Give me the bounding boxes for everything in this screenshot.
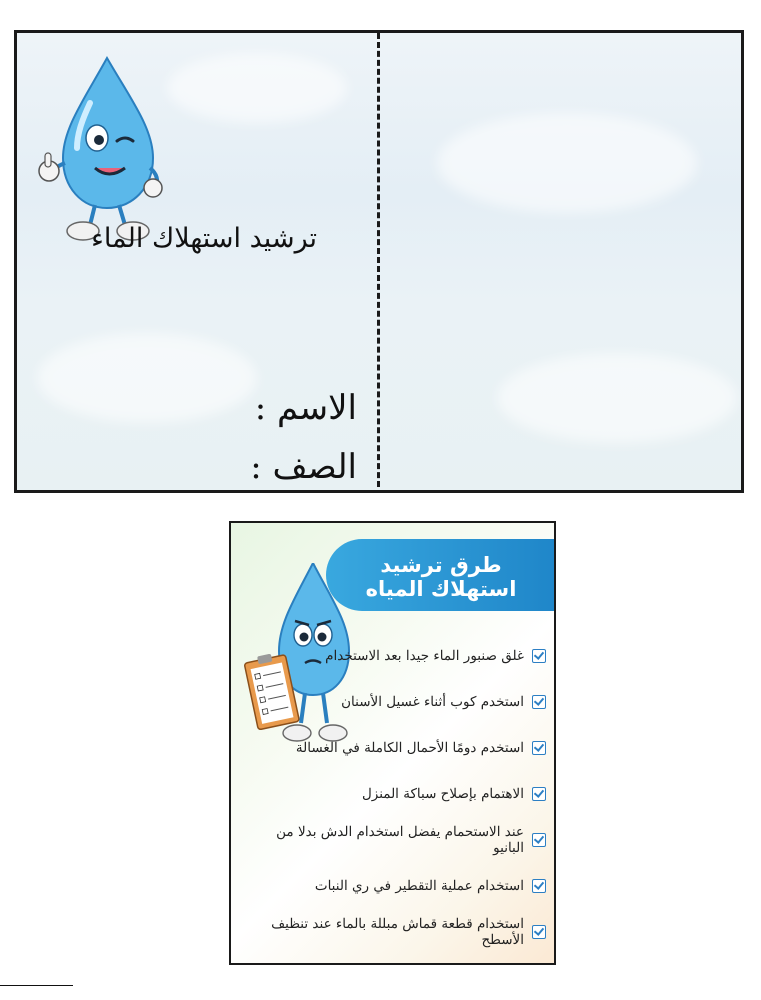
checkbox-icon xyxy=(532,695,546,709)
tip-text: الاهتمام بإصلاح سباكة المنزل xyxy=(361,786,524,802)
cloud xyxy=(497,353,737,443)
cloud xyxy=(167,53,347,123)
poster-title: طرق ترشيد استهلاك المياه xyxy=(365,553,517,601)
tips-poster xyxy=(229,521,556,965)
list-item xyxy=(246,817,546,863)
list-item xyxy=(246,771,546,817)
name-label: الاسم : xyxy=(254,388,357,428)
class-label: الصف : xyxy=(250,447,357,487)
checkbox-icon xyxy=(532,879,546,893)
checkbox-icon xyxy=(532,787,546,801)
cover-card xyxy=(14,30,744,493)
tip-text: استخدم كوب أثناء غسيل الأسنان xyxy=(341,694,524,710)
list-item xyxy=(246,725,546,771)
list-item xyxy=(246,863,546,909)
list-item xyxy=(246,679,546,725)
fold-line xyxy=(377,33,380,493)
cover-title: ترشيد استهلاك الماء xyxy=(91,223,317,254)
cloud xyxy=(437,113,697,213)
tips-list xyxy=(246,633,546,955)
footnote-rule xyxy=(0,985,73,986)
tip-text: استخدم دومًا الأحمال الكاملة في الغسالة xyxy=(295,740,524,756)
list-item xyxy=(246,633,546,679)
checkbox-icon xyxy=(532,741,546,755)
checkbox-icon xyxy=(532,833,546,847)
checkbox-icon xyxy=(532,649,546,663)
tip-text: عند الاستحمام يفضل استخدام الدش بدلا من البانيو xyxy=(276,824,524,856)
poster-banner xyxy=(326,539,556,611)
checkbox-icon xyxy=(532,925,546,939)
tip-text: استخدام عملية التقطير في ري النبات xyxy=(314,878,524,894)
list-item xyxy=(246,909,546,955)
tip-text: استخدام قطعة قماش مبللة بالماء عند تنظيف الأسطح xyxy=(271,916,524,948)
tip-text: غلق صنبور الماء جيدا بعد الاستخدام xyxy=(325,648,524,664)
water-drop-thumbs-up-icon xyxy=(35,53,165,243)
